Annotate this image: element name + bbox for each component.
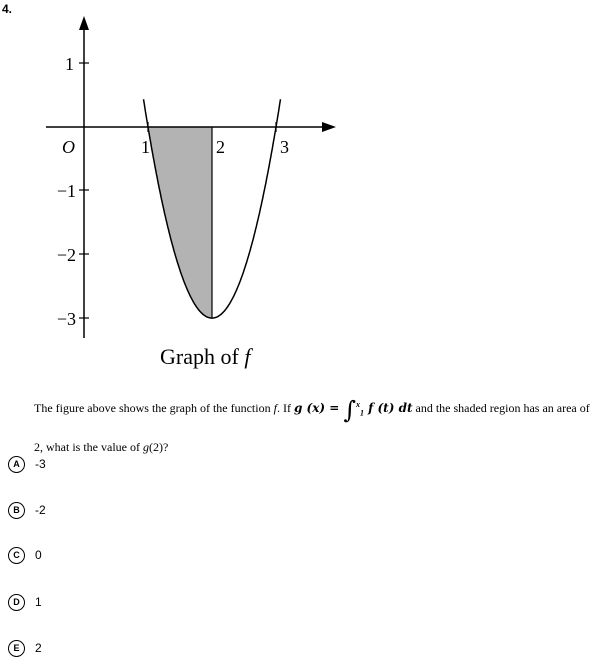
choice-c-bubble[interactable]: C [8,547,25,564]
origin-label: O [62,137,75,157]
y-label-neg2: −2 [56,245,76,265]
x-label-1: 1 [141,137,150,157]
choice-e-bubble[interactable]: E [8,640,25,657]
choice-b-value: -2 [35,503,46,517]
choice-d-value: 1 [35,595,42,609]
x-axis-arrow-icon [322,122,336,132]
choice-a-value: -3 [35,457,46,471]
choice-d-bubble[interactable]: D [8,594,25,611]
choice-a-bubble[interactable]: A [8,456,25,473]
integral-sign: ∫ [343,396,356,424]
choice-c-value: 0 [35,548,42,562]
choice-d[interactable] [8,592,42,612]
x-label-3: 3 [280,137,289,157]
shaded-region [148,127,212,318]
graph-caption: Graph of f [160,344,251,369]
question-number: 4. [2,2,13,16]
choice-b[interactable] [8,500,46,520]
choice-e[interactable] [8,638,42,658]
choice-c[interactable] [8,545,42,565]
y-label-1: 1 [65,54,74,74]
choice-a[interactable] [8,454,46,474]
y-label-neg1: −1 [56,181,76,201]
y-label-neg3: −3 [56,309,76,329]
x-label-2: 2 [216,137,225,157]
question-prompt: The figure above shows the graph of the function f. If g (x) = ∫$^x_1$ f (t) dt and the shaded region has an area of 2, what is the value of g(2)? [34,396,590,455]
choice-e-value: 2 [35,641,42,655]
choice-b-bubble[interactable]: B [8,502,25,519]
y-axis-arrow-icon [79,16,89,30]
